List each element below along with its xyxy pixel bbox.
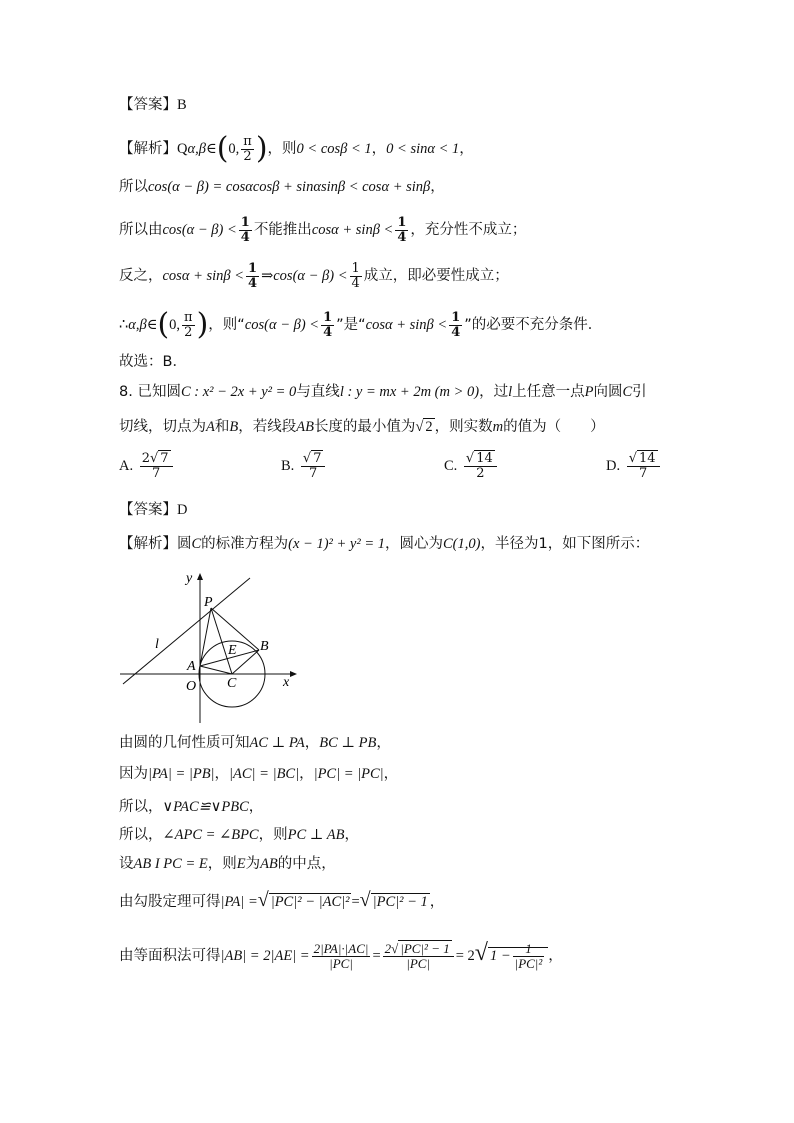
label-b: B	[260, 639, 269, 654]
label-o: O	[186, 679, 197, 694]
q8-analysis-line-7: 由勾股定理可得|PA| =√ |PC|² − |AC|² =√ |PC|² − 1 ，	[119, 889, 445, 911]
q8-analysis-line-5: 所以，∠APC = ∠BPC，则PC ⊥ AB，	[119, 827, 359, 843]
segment-pa	[200, 608, 211, 666]
q8-analysis-line-4: 所以，∨PAC≌∨PBC，	[119, 799, 264, 815]
q8-analysis-line-3: 因为|PA| = |PB|，|AC| = |BC|，|PC| = |PC|，	[119, 766, 399, 782]
q8-analysis-line-2: 由圆的几何性质可知AC ⊥ PA，BC ⊥ PB，	[119, 735, 391, 751]
label-c: C	[227, 676, 237, 691]
q8-analysis-line-8: 由等面积法可得|AB| = 2|AE| = $\frac{2|PA|\cdot|AC|}{|PC|}$ = $\frac{\text{2√ |PC|² − 1}}{|PC|}$ = 2√ 1 − $\frac{1}{\text{|PC|²}}$ ，	[119, 940, 563, 971]
analysis-tag: 【解析】	[119, 141, 177, 158]
q7-analysis-line-1: 【解析】Qα,β∈(0, $\frac{\pi}{2}$ )，则0 < cosβ < 1，0 < sinα < 1，	[119, 131, 474, 167]
q8-answer-line: 【答案】D	[119, 502, 188, 518]
label-e: E	[228, 643, 237, 658]
q8-analysis-line-1: 【解析】圆C的标准方程为(x − 1)² + y² = 1，圆心为C(1,0)，半径为1，如下图所示：	[119, 536, 650, 552]
option-a[interactable]: A. $\frac{2√ 7}{7}$	[119, 452, 175, 480]
option-c[interactable]: C. $\frac{√ 14}{2}$	[444, 452, 499, 480]
q7-answer-line	[119, 95, 187, 115]
answer-value: B	[177, 97, 187, 113]
q8-stem-line-2: 切线，切点为A和B，若线段AB长度的最小值为√ 2 ，则实数m的值为（ ）	[119, 419, 605, 435]
label-p: P	[204, 595, 213, 610]
label-a: A	[187, 659, 196, 674]
label-l: l	[155, 637, 159, 652]
label-y: y	[186, 571, 193, 586]
q7-analysis-line-5: ∴α,β∈(0, $\frac{\pi}{2}$ )，则“cos(α − β) < $\frac{1}{4}$ ”是“cosα + sinβ < $\frac{1}{4}$ ”的必要不充分条件．	[119, 307, 603, 343]
label-x: x	[283, 675, 290, 690]
q7-analysis-line-4: 反之，cosα + sinβ < $\frac{1}{4}$ ⇒cos(α − β) < $\frac{1}{4}$ 成立，即必要性成立；	[119, 261, 509, 291]
option-b[interactable]: B. $\frac{√ 7}{7}$	[281, 452, 327, 480]
x-axis-arrow	[290, 671, 297, 677]
q8-stem-line-1: 8. 已知圆C : x² − 2x + y² = 0与直线l : y = mx + 2m (m > 0)，过l上任意一点P向圆C引	[119, 384, 647, 400]
q7-conclusion: 故选：B．	[119, 354, 187, 370]
q8-analysis-line-6: 设AB I PC = E，则E为AB的中点，	[119, 856, 336, 872]
q7-analysis-line-2: 所以cos(α − β) = cosαcosβ + sinαsinβ < cosα + sinβ，	[119, 179, 445, 195]
q7-analysis-line-3: 所以由cos(α − β) < $\frac{1}{4}$ 不能推出cosα + sinβ < $\frac{1}{4}$ ，充分性不成立；	[119, 215, 527, 245]
pi-over-2: $\frac{\pi}{2}$	[243, 134, 252, 164]
answer-tag: 【答案】	[119, 97, 177, 113]
segment-ac	[200, 666, 232, 674]
y-axis-arrow	[197, 573, 203, 580]
option-d[interactable]: D. $\frac{√ 14}{7}$	[606, 452, 662, 480]
geometry-figure	[115, 568, 300, 728]
